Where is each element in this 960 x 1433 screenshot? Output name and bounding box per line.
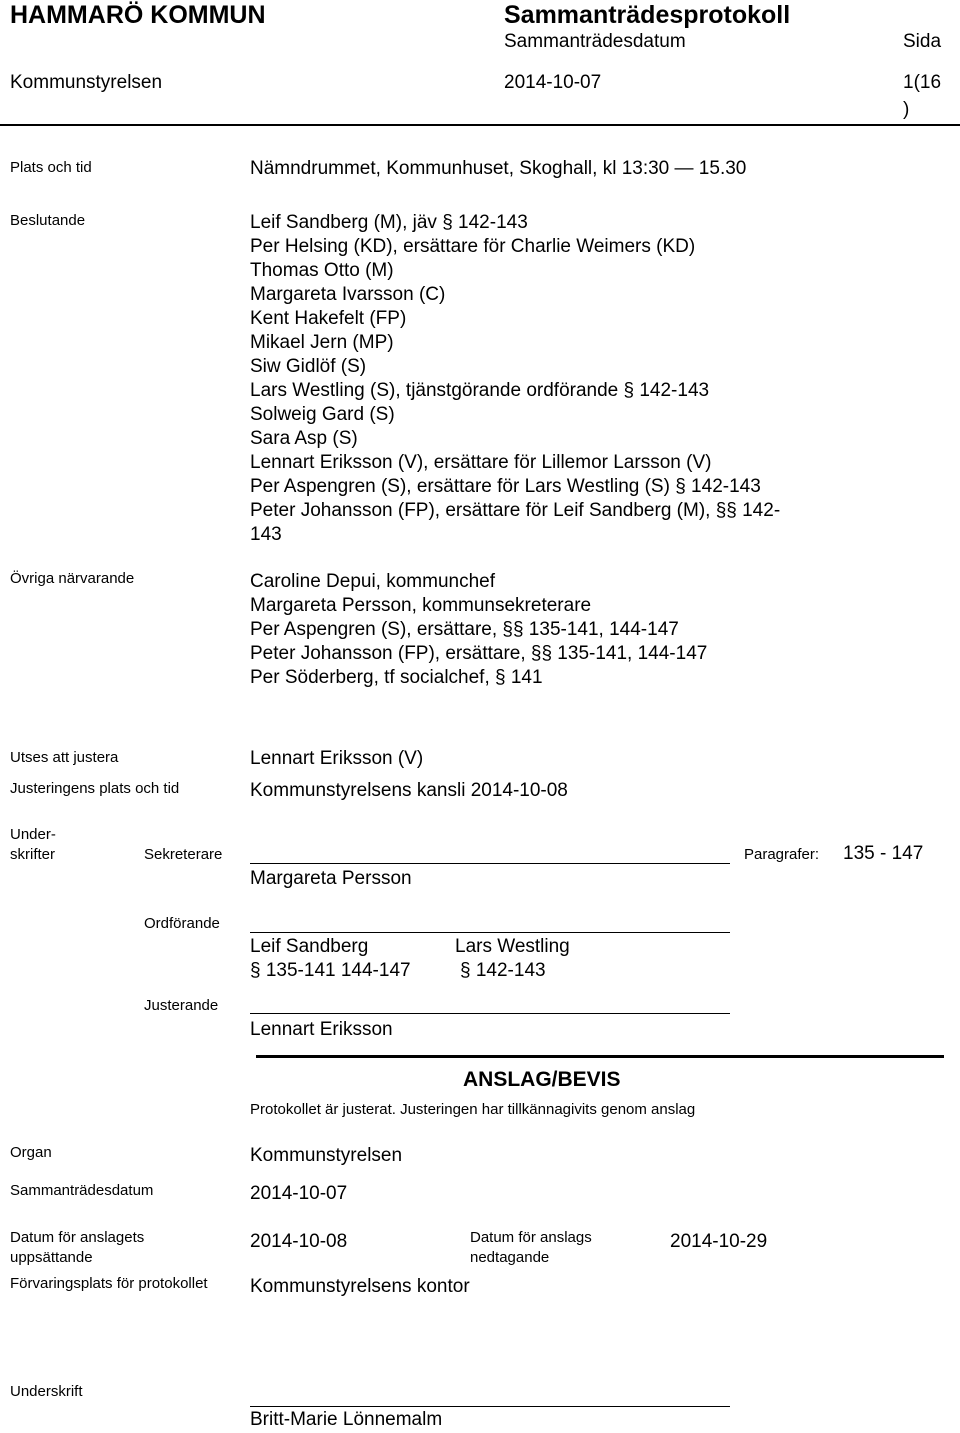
signature-line	[250, 1406, 730, 1407]
list-item: Siw Gidlöf (S)	[250, 356, 367, 377]
list-item: Thomas Otto (M)	[250, 260, 394, 281]
place-value: Nämndrummet, Kommunhuset, Skoghall, kl 13:30 ― 15.30	[250, 158, 747, 179]
signature-line	[250, 1013, 730, 1014]
signatures-label-1: Under-	[10, 826, 56, 843]
list-item: Caroline Depui, kommunchef	[250, 571, 496, 592]
notice-subtitle: Protokollet är justerat. Justeringen har tillkännagivits genom anslag	[250, 1101, 696, 1118]
header-page-label: Sida	[903, 31, 942, 52]
list-item: Margareta Persson, kommunsekreterare	[250, 595, 592, 616]
notice-date-label: Sammanträdesdatum	[10, 1182, 154, 1199]
list-item: Mikael Jern (MP)	[250, 332, 394, 353]
list-item: Lars Westling (S), tjänstgörande ordförande § 142-143	[250, 380, 710, 401]
signatures-label-2: skrifter	[10, 846, 55, 863]
adjuster-name: Lennart Eriksson	[250, 1019, 393, 1040]
list-item: Solweig Gard (S)	[250, 404, 395, 425]
list-item: Per Söderberg, tf socialchef, § 141	[250, 667, 543, 688]
chair2-paragraphs: § 142-143	[460, 960, 546, 981]
notice-rule	[256, 1055, 944, 1058]
list-item: Peter Johansson (FP), ersättare för Leif Sandberg (M), §§ 142-	[250, 500, 781, 521]
header-page-number-cont: )	[903, 99, 910, 120]
list-item: Per Aspengren (S), ersättare för Lars Westling (S) § 142-143	[250, 476, 761, 497]
others-label: Övriga närvarande	[10, 570, 135, 587]
list-item: Margareta Ivarsson (C)	[250, 284, 446, 305]
chair2-name: Lars Westling	[455, 936, 570, 957]
list-item: Per Helsing (KD), ersättare för Charlie Weimers (KD)	[250, 236, 696, 257]
removed-label-1: Datum för anslags	[470, 1229, 592, 1246]
secretary-label: Sekreterare	[144, 846, 223, 863]
list-item: Peter Johansson (FP), ersättare, §§ 135-141, 144-147	[250, 643, 708, 664]
deciding-label: Beslutande	[10, 212, 86, 229]
removed-value: 2014-10-29	[670, 1231, 768, 1252]
adjuster-label: Justerande	[144, 997, 219, 1014]
header-date-label: Sammanträdesdatum	[504, 31, 686, 52]
notice-signature-label: Underskrift	[10, 1383, 83, 1400]
where-label: Justeringens plats och tid	[10, 780, 180, 797]
list-item: Leif Sandberg (M), jäv § 142-143	[250, 212, 528, 233]
list-item: Sara Asp (S)	[250, 428, 358, 449]
notice-signature-name: Britt-Marie Lönnemalm	[250, 1409, 443, 1430]
posted-label-1: Datum för anslagets	[10, 1229, 145, 1246]
list-item: Lennart Eriksson (V), ersättare för Lillemor Larsson (V)	[250, 452, 712, 473]
chair1-paragraphs: § 135-141 144-147	[250, 960, 411, 981]
place-label: Plats och tid	[10, 159, 92, 176]
notice-date-value: 2014-10-07	[250, 1183, 348, 1204]
notice-title: ANSLAG/BEVIS	[463, 1068, 621, 1091]
paragraphs-label: Paragrafer:	[744, 846, 820, 863]
list-item: Per Aspengren (S), ersättare, §§ 135-141, 144-147	[250, 619, 679, 640]
header-body: Kommunstyrelsen	[10, 72, 163, 93]
removed-label-2: nedtagande	[470, 1249, 550, 1266]
where-value: Kommunstyrelsens kansli 2014-10-08	[250, 780, 568, 801]
paragraphs-value: 135 - 147	[843, 843, 924, 864]
appointed-label: Utses att justera	[10, 749, 119, 766]
chair-label: Ordförande	[144, 915, 220, 932]
org-name: HAMMARÖ KOMMUN	[10, 1, 266, 29]
chair1-name: Leif Sandberg	[250, 936, 369, 957]
secretary-name: Margareta Persson	[250, 868, 412, 889]
list-item: Kent Hakefelt (FP)	[250, 308, 407, 329]
header-date: 2014-10-07	[504, 72, 602, 93]
organ-value: Kommunstyrelsen	[250, 1145, 403, 1166]
posted-label-2: uppsättande	[10, 1249, 93, 1266]
header-page-number: 1(16	[903, 72, 942, 93]
posted-value: 2014-10-08	[250, 1231, 348, 1252]
organ-label: Organ	[10, 1144, 52, 1161]
storage-value: Kommunstyrelsens kontor	[250, 1276, 470, 1297]
appointed-value: Lennart Eriksson (V)	[250, 748, 424, 769]
signature-line	[250, 932, 730, 933]
signature-line	[250, 863, 730, 864]
storage-label: Förvaringsplats för protokollet	[10, 1275, 208, 1292]
list-item: 143	[250, 524, 282, 545]
document-type: Sammanträdesprotokoll	[504, 1, 791, 29]
header-rule	[0, 124, 960, 126]
